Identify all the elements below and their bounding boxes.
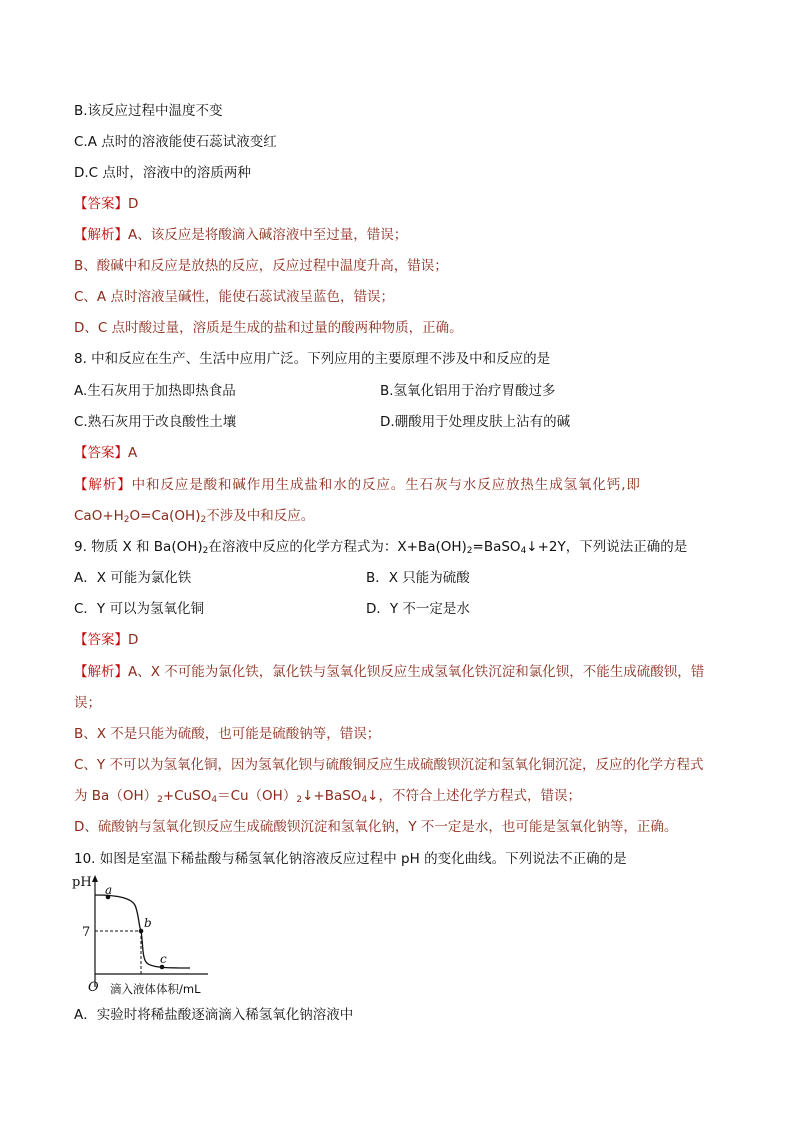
formula-part: +CuSO — [162, 788, 212, 804]
subscript: 4 — [520, 546, 527, 556]
x-axis-label: 滴入液体体积/mL — [110, 982, 201, 996]
q9-option-b: B．X 只能为硫酸 — [366, 570, 470, 586]
q8-option-c: C.熟石灰用于改良酸性土壤 — [74, 414, 237, 430]
q10-option-a: A．实验时将稀盐酸逐滴滴入稀氢氧化钠溶液中 — [74, 1007, 354, 1023]
q9-option-c: C．Y 可以为氢氧化铜 — [74, 601, 204, 617]
ph-curve-graph — [68, 872, 268, 1002]
analysis-text: 中和反应是酸和碱作用生成盐和水的反应。生石灰与水反应放热生成氢氧化钙,即 — [131, 477, 641, 493]
point-c-label: c — [160, 952, 167, 966]
answer-value: D — [128, 196, 139, 212]
subscript: 2 — [202, 546, 209, 556]
q8-analysis-2 — [74, 507, 314, 529]
point-a-label: a — [105, 883, 113, 897]
formula-part: ＝Cu（OH） — [217, 788, 297, 804]
q8-option-d: D.硼酸用于处理皮肤上沾有的碱 — [380, 414, 571, 430]
q7-analysis-3: C、A 点时溶液呈碱性，能使石蕊试液呈蓝色，错误； — [74, 289, 394, 305]
subscript: 2 — [123, 515, 130, 525]
answer-tag: 【答案】 — [74, 445, 128, 461]
answer-tag: 【答案】 — [74, 632, 128, 648]
q7-analysis-4: D、C 点时酸过量，溶质是生成的盐和过量的酸两种物质，正确。 — [74, 320, 463, 336]
q7-option-d: D.C 点时，溶液中的溶质两种 — [74, 165, 251, 181]
q9-answer — [74, 631, 138, 649]
q7-analysis-2: B、酸碱中和反应是放热的反应，反应过程中温度升高，错误； — [74, 258, 448, 274]
subscript: 2 — [466, 546, 473, 556]
analysis-text: A、该反应是将酸滴入碱溶液中至过量，错误； — [128, 227, 408, 243]
q8-stem: 8. 中和反应在生产、生活中应用广泛。下列应用的主要原理不涉及中和反应的是 — [74, 351, 551, 367]
q9-analysis-1-cont: 误； — [74, 695, 101, 711]
q9-analysis-3: C、Y 不可以为氢氧化铜，因为氢氧化钡与硫酸铜反应生成硫酸钡沉淀和氢氧化铜沉淀，反应的化学方程式 — [74, 757, 704, 773]
analysis-text: 不涉及中和反应。 — [206, 508, 315, 524]
formula-part: ↓+BaSO — [302, 788, 362, 804]
subscript: 4 — [211, 795, 218, 805]
stem-part: 在溶液中反应的化学方程式为：X+Ba(OH) — [208, 539, 467, 555]
q7-analysis-1 — [74, 226, 407, 244]
point-b-label: b — [144, 916, 152, 930]
q9-option-d: D．Y 不一定是水 — [366, 601, 470, 617]
formula-part: CaO+H — [74, 508, 124, 524]
q9-stem — [74, 538, 687, 560]
q8-option-a: A.生石灰用于加热即热食品 — [74, 383, 236, 399]
formula-part: O=Ca(OH) — [129, 508, 201, 524]
subscript: 4 — [361, 795, 368, 805]
answer-tag: 【答案】 — [74, 196, 128, 212]
point-b-marker — [139, 929, 144, 934]
analysis-tag: 【解析】 — [74, 664, 128, 680]
stem-part: ↓+2Y，下列说法正确的是 — [526, 539, 688, 555]
subscript: 2 — [157, 795, 163, 805]
answer-value: A — [128, 445, 138, 461]
q9-analysis-2: B、X 不是只能为硫酸，也可能是硫酸钠等，错误； — [74, 726, 381, 742]
q9-analysis-5: D、硫酸钠与氢氧化钡反应生成硫酸钡沉淀和氢氧化钠，Y 不一定是水，也可能是氢氧化钠等，正确。 — [74, 819, 678, 835]
formula-part: 为 Ba（OH） — [74, 788, 158, 804]
q10-stem: 10. 如图是室温下稀盐酸与稀氢氧化钠溶液反应过程中 pH 的变化曲线。下列说法不正确的是 — [74, 851, 627, 867]
stem-part: =BaSO — [472, 539, 521, 555]
q9-option-a: A．X 可能为氯化铁 — [74, 570, 192, 586]
q9-analysis-1 — [74, 663, 704, 681]
q8-option-b: B.氢氧化铝用于治疗胃酸过多 — [380, 383, 556, 399]
analysis-tag: 【解析】 — [74, 477, 132, 493]
answer-value: D — [128, 632, 139, 648]
analysis-tag: 【解析】 — [74, 227, 128, 243]
q8-answer — [74, 444, 137, 462]
origin-label: O — [88, 980, 99, 995]
q7-option-b: B.该反应过程中温度不变 — [74, 103, 223, 119]
q9-analysis-4 — [74, 787, 581, 809]
analysis-text: ↓，不符合上述化学方程式，错误； — [367, 788, 581, 804]
analysis-text: A、X 不可能为氯化铁，氯化铁与氢氧化钡反应生成氢氧化铁沉淀和氯化钡，不能生成硫酸钡，错 — [128, 664, 705, 680]
q7-option-c: C.A 点时的溶液能使石蕊试液变红 — [74, 134, 277, 150]
subscript: 2 — [200, 515, 207, 525]
subscript: 2 — [296, 795, 303, 805]
stem-part: 9. 物质 X 和 Ba(OH) — [74, 539, 203, 555]
q8-analysis-1 — [74, 476, 641, 494]
y-axis-arrow-icon — [92, 875, 98, 882]
q7-answer — [74, 195, 138, 213]
y-tick-7: 7 — [82, 925, 91, 940]
y-axis-label: pH — [72, 875, 92, 890]
